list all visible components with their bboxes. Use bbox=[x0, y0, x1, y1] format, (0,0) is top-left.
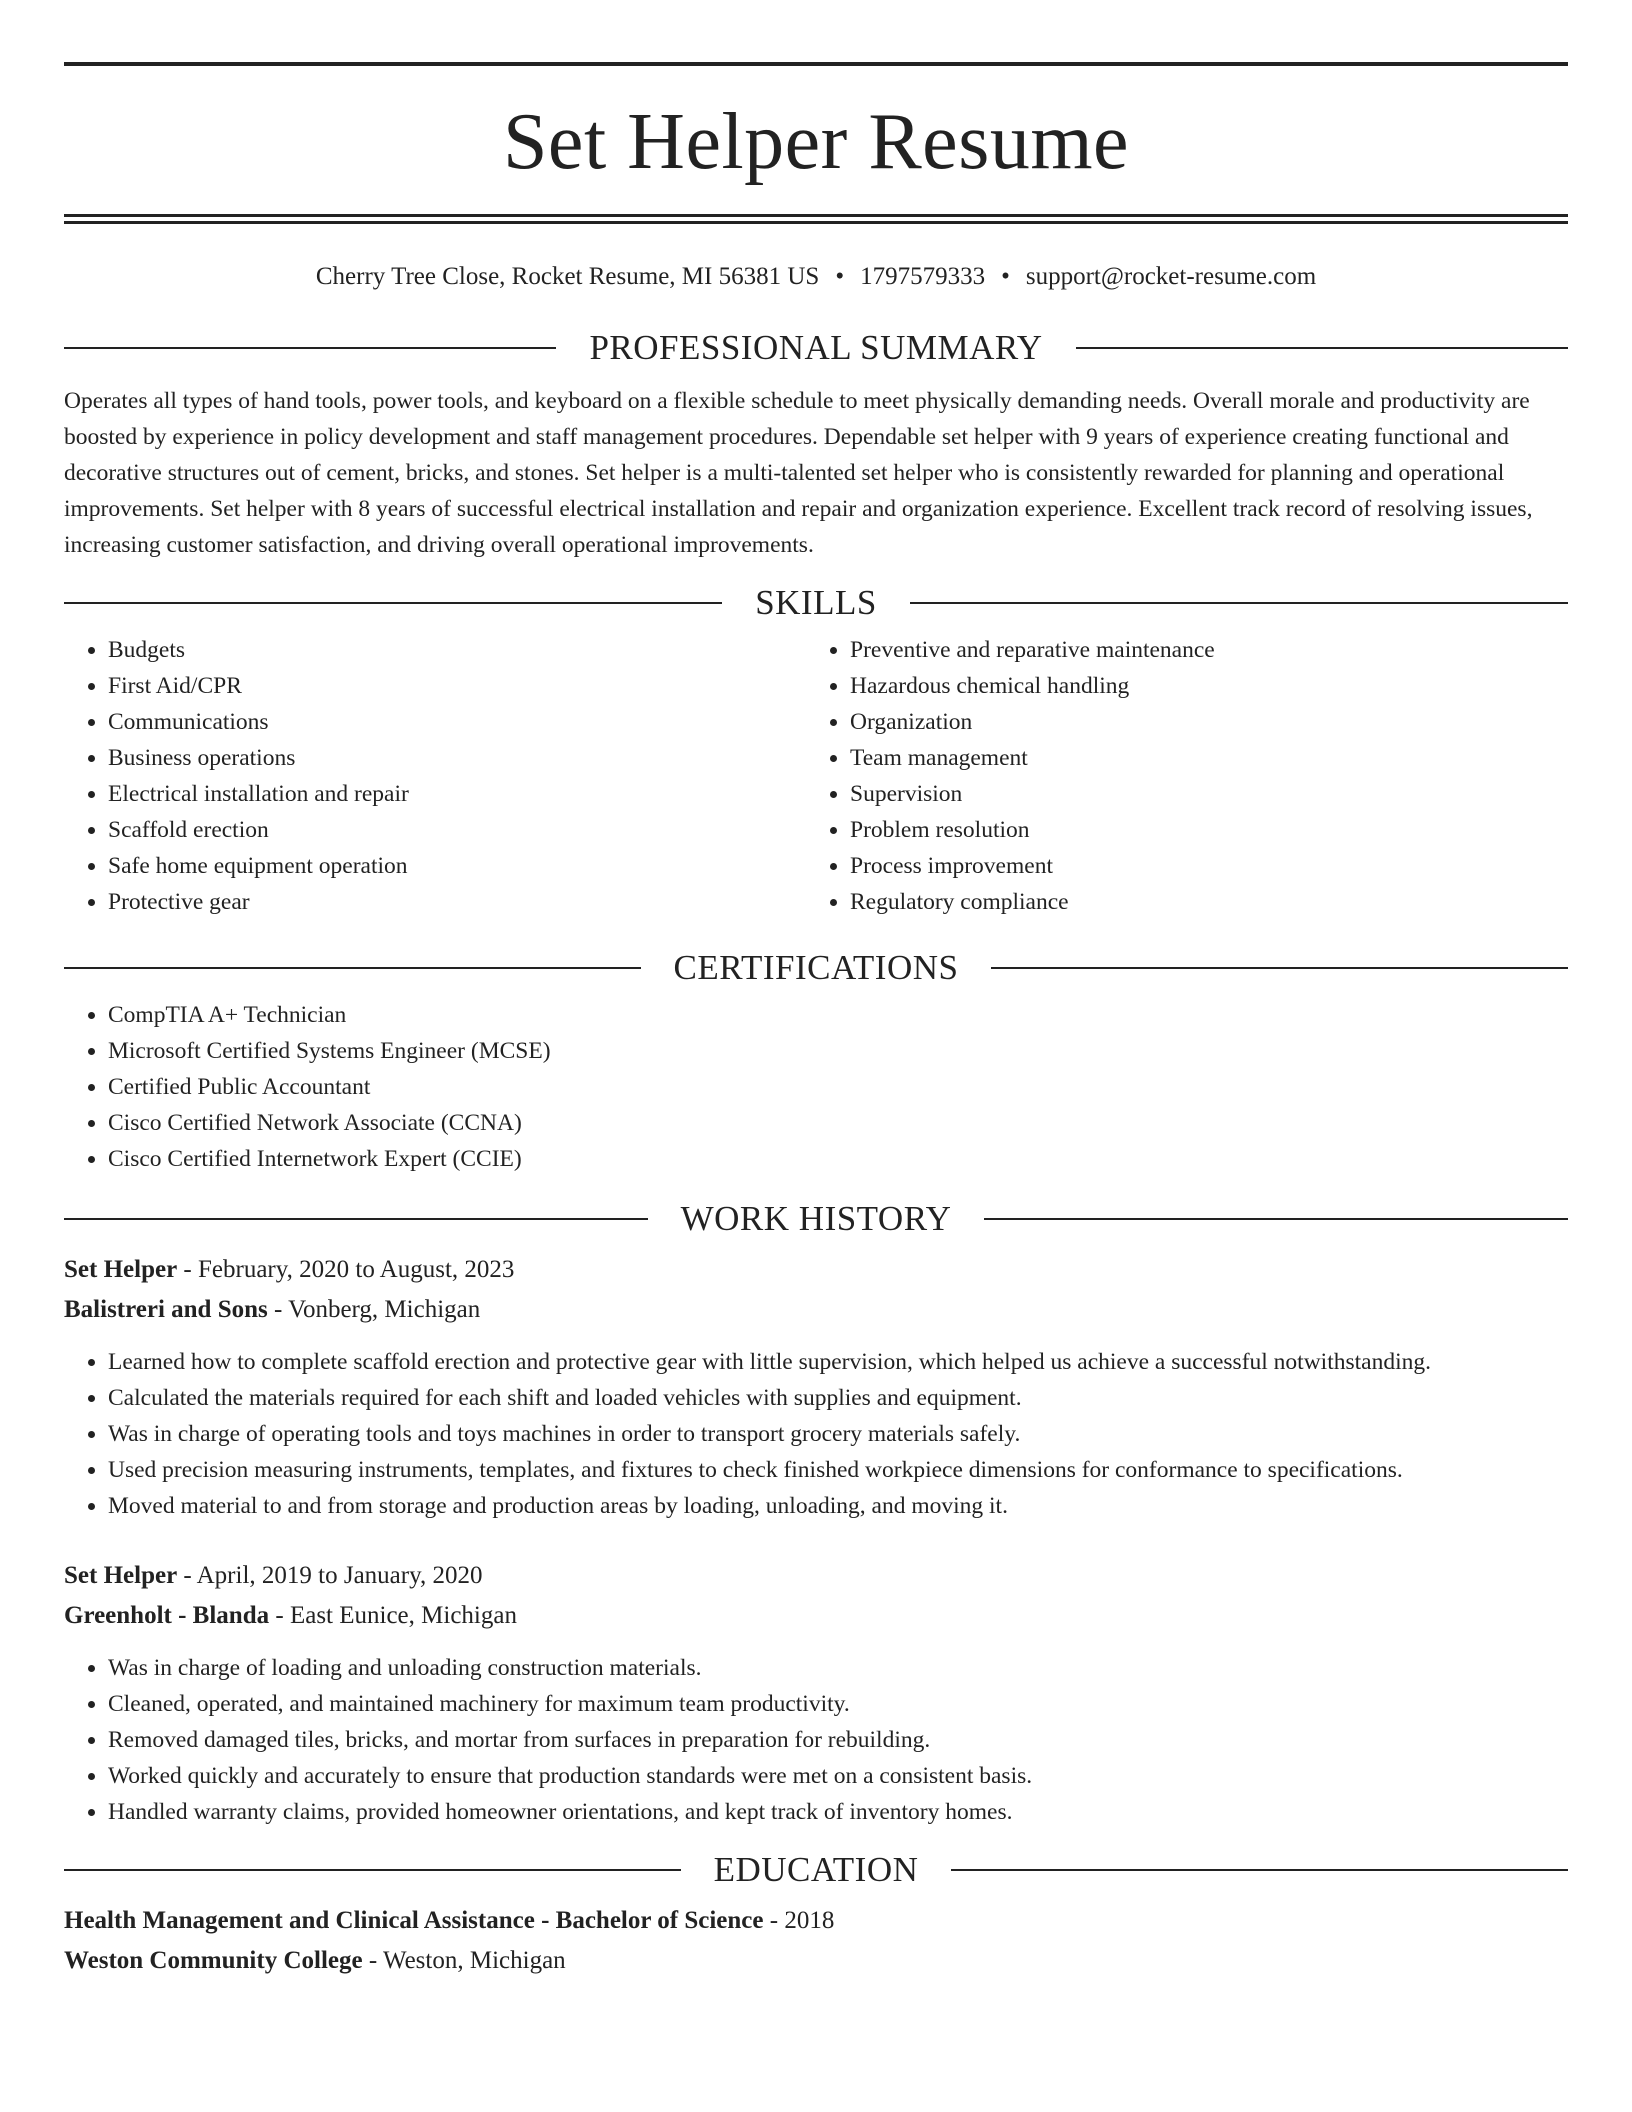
certification-item: • Microsoft Certified Systems Engineer (MCSE) bbox=[108, 1033, 1568, 1069]
heading-rule bbox=[64, 967, 641, 969]
contact-separator: • bbox=[835, 263, 845, 290]
heading-rule bbox=[1076, 347, 1568, 349]
skill-item: • First Aid/CPR bbox=[108, 668, 806, 704]
certifications-heading-label: CERTIFICATIONS bbox=[673, 948, 959, 987]
education-school-line bbox=[64, 1941, 1568, 1981]
job-bullet: • Was in charge of loading and unloading construction materials. bbox=[108, 1650, 1568, 1686]
contact-separator: • bbox=[1001, 263, 1010, 290]
skill-item: • Electrical installation and repair bbox=[108, 776, 806, 812]
heading-rule bbox=[64, 347, 556, 349]
job-bullet: • Learned how to complete scaffold erection and protective gear with little supervision, which helped us achieve a successful notwithstanding. bbox=[108, 1344, 1568, 1380]
job-company: Balistreri and Sons bbox=[64, 1296, 268, 1323]
heading-rule bbox=[64, 1218, 648, 1220]
job-bullet: • Was in charge of operating tools and toys machines in order to transport grocery materials safely. bbox=[108, 1416, 1568, 1452]
job-title: Set Helper bbox=[64, 1562, 178, 1589]
job-title-line bbox=[64, 1556, 1568, 1596]
skill-item: • Problem resolution bbox=[850, 812, 1568, 848]
job-bullet: • Calculated the materials required for each shift and loaded vehicles with supplies and equipment. bbox=[108, 1380, 1568, 1416]
education-degree-line bbox=[64, 1901, 1568, 1941]
skills-right-column bbox=[806, 632, 1568, 920]
skill-item: • Protective gear bbox=[108, 884, 806, 920]
job-location: - Vonberg, Michigan bbox=[267, 1296, 481, 1323]
job-bullets bbox=[64, 1344, 1568, 1524]
certifications-heading bbox=[64, 950, 1568, 985]
job-dates: - April, 2019 to January, 2020 bbox=[177, 1562, 483, 1589]
summary-text: Operates all types of hand tools, power tools, and keyboard on a flexible schedule to meet physically demanding needs. Overall morale and productivity are boosted by experience in policy development and staff management procedures. Dependable set helper with 9 years of experience creating functional and decorative structures out of cement, bricks, and stones. Set helper is a multi-talented set helper who is consistently rewarded for planning and operational improvements. Set helper with 8 years of successful electrical installation and repair and organization experience. Excellent track record of resolving issues, increasing customer satisfaction, and driving overall operational improvements. bbox=[64, 388, 1533, 558]
certifications-list bbox=[64, 997, 1568, 1177]
heading-rule bbox=[951, 1869, 1568, 1871]
job-company: Greenholt - Blanda bbox=[64, 1602, 270, 1629]
job-bullet: • Moved material to and from storage and production areas by loading, unloading, and moving it. bbox=[108, 1488, 1568, 1524]
job-bullet: • Worked quickly and accurately to ensure that production standards were met on a consistent basis. bbox=[108, 1758, 1568, 1794]
certification-item: • Cisco Certified Network Associate (CCNA) bbox=[108, 1105, 1568, 1141]
heading-rule bbox=[64, 602, 722, 604]
skills-right-list bbox=[806, 632, 1568, 920]
skills-left-column bbox=[64, 632, 806, 920]
skill-item: • Regulatory compliance bbox=[850, 884, 1568, 920]
job-bullet: • Used precision measuring instruments, templates, and fixtures to check finished workpiece dimensions for conformance to specifications. bbox=[108, 1452, 1568, 1488]
job-bullet: • Handled warranty claims, provided homeowner orientations, and kept track of inventory homes. bbox=[108, 1794, 1568, 1830]
work-history-heading bbox=[64, 1201, 1568, 1236]
top-rule bbox=[64, 62, 1568, 66]
skill-item: • Budgets bbox=[108, 632, 806, 668]
work-history-heading-label: WORK HISTORY bbox=[680, 1199, 952, 1238]
job-company-line bbox=[64, 1596, 1568, 1636]
skill-item: • Communications bbox=[108, 704, 806, 740]
education-degree: Health Management and Clinical Assistance - Bachelor of Science bbox=[64, 1907, 764, 1934]
education-school: Weston Community College bbox=[64, 1947, 363, 1974]
contact-line bbox=[64, 260, 1568, 294]
skills-heading bbox=[64, 585, 1568, 620]
education-heading bbox=[64, 1852, 1568, 1887]
education-heading-label: EDUCATION bbox=[713, 1850, 919, 1889]
job-title-line bbox=[64, 1250, 1568, 1290]
skill-item: • Hazardous chemical handling bbox=[850, 668, 1568, 704]
heading-rule bbox=[991, 967, 1568, 969]
skill-item: • Organization bbox=[850, 704, 1568, 740]
skills-columns bbox=[64, 632, 1568, 920]
skills-heading-label: SKILLS bbox=[755, 583, 877, 622]
contact-phone[interactable]: 1797579333 bbox=[860, 263, 986, 290]
heading-rule bbox=[64, 1869, 681, 1871]
contact-address: Cherry Tree Close, Rocket Resume, MI 56381 US bbox=[315, 263, 820, 290]
education-year: - 2018 bbox=[763, 1907, 835, 1934]
resume-title: Set Helper Resume bbox=[502, 98, 1130, 186]
skill-item: • Scaffold erection bbox=[108, 812, 806, 848]
job-title: Set Helper bbox=[64, 1256, 178, 1283]
job-company-line bbox=[64, 1290, 1568, 1330]
certification-item: • CompTIA A+ Technician bbox=[108, 997, 1568, 1033]
skill-item: • Business operations bbox=[108, 740, 806, 776]
heading-rule bbox=[984, 1218, 1568, 1220]
job-entry bbox=[64, 1556, 1568, 1830]
job-location: - East Eunice, Michigan bbox=[269, 1602, 517, 1629]
contact-email[interactable]: support@rocket-resume.com bbox=[1025, 263, 1317, 290]
job-bullet: • Cleaned, operated, and maintained machinery for maximum team productivity. bbox=[108, 1686, 1568, 1722]
education-location: - Weston, Michigan bbox=[362, 1947, 566, 1974]
skill-item: • Safe home equipment operation bbox=[108, 848, 806, 884]
title-double-rule bbox=[64, 214, 1568, 224]
education-entry bbox=[64, 1901, 1568, 1981]
summary-heading bbox=[64, 330, 1568, 365]
job-dates: - February, 2020 to August, 2023 bbox=[177, 1256, 515, 1283]
job-bullet: • Removed damaged tiles, bricks, and mortar from surfaces in preparation for rebuilding. bbox=[108, 1722, 1568, 1758]
job-bullets bbox=[64, 1650, 1568, 1830]
job-entry bbox=[64, 1250, 1568, 1524]
resume-page bbox=[64, 62, 1568, 1981]
skill-item: • Process improvement bbox=[850, 848, 1568, 884]
skills-left-list bbox=[64, 632, 806, 920]
skill-item: • Supervision bbox=[850, 776, 1568, 812]
heading-rule bbox=[910, 602, 1568, 604]
summary-heading-label: PROFESSIONAL SUMMARY bbox=[589, 328, 1043, 367]
skill-item: • Team management bbox=[850, 740, 1568, 776]
certification-item: • Certified Public Accountant bbox=[108, 1069, 1568, 1105]
skill-item: • Preventive and reparative maintenance bbox=[850, 632, 1568, 668]
certification-item: • Cisco Certified Internetwork Expert (CCIE) bbox=[108, 1141, 1568, 1177]
